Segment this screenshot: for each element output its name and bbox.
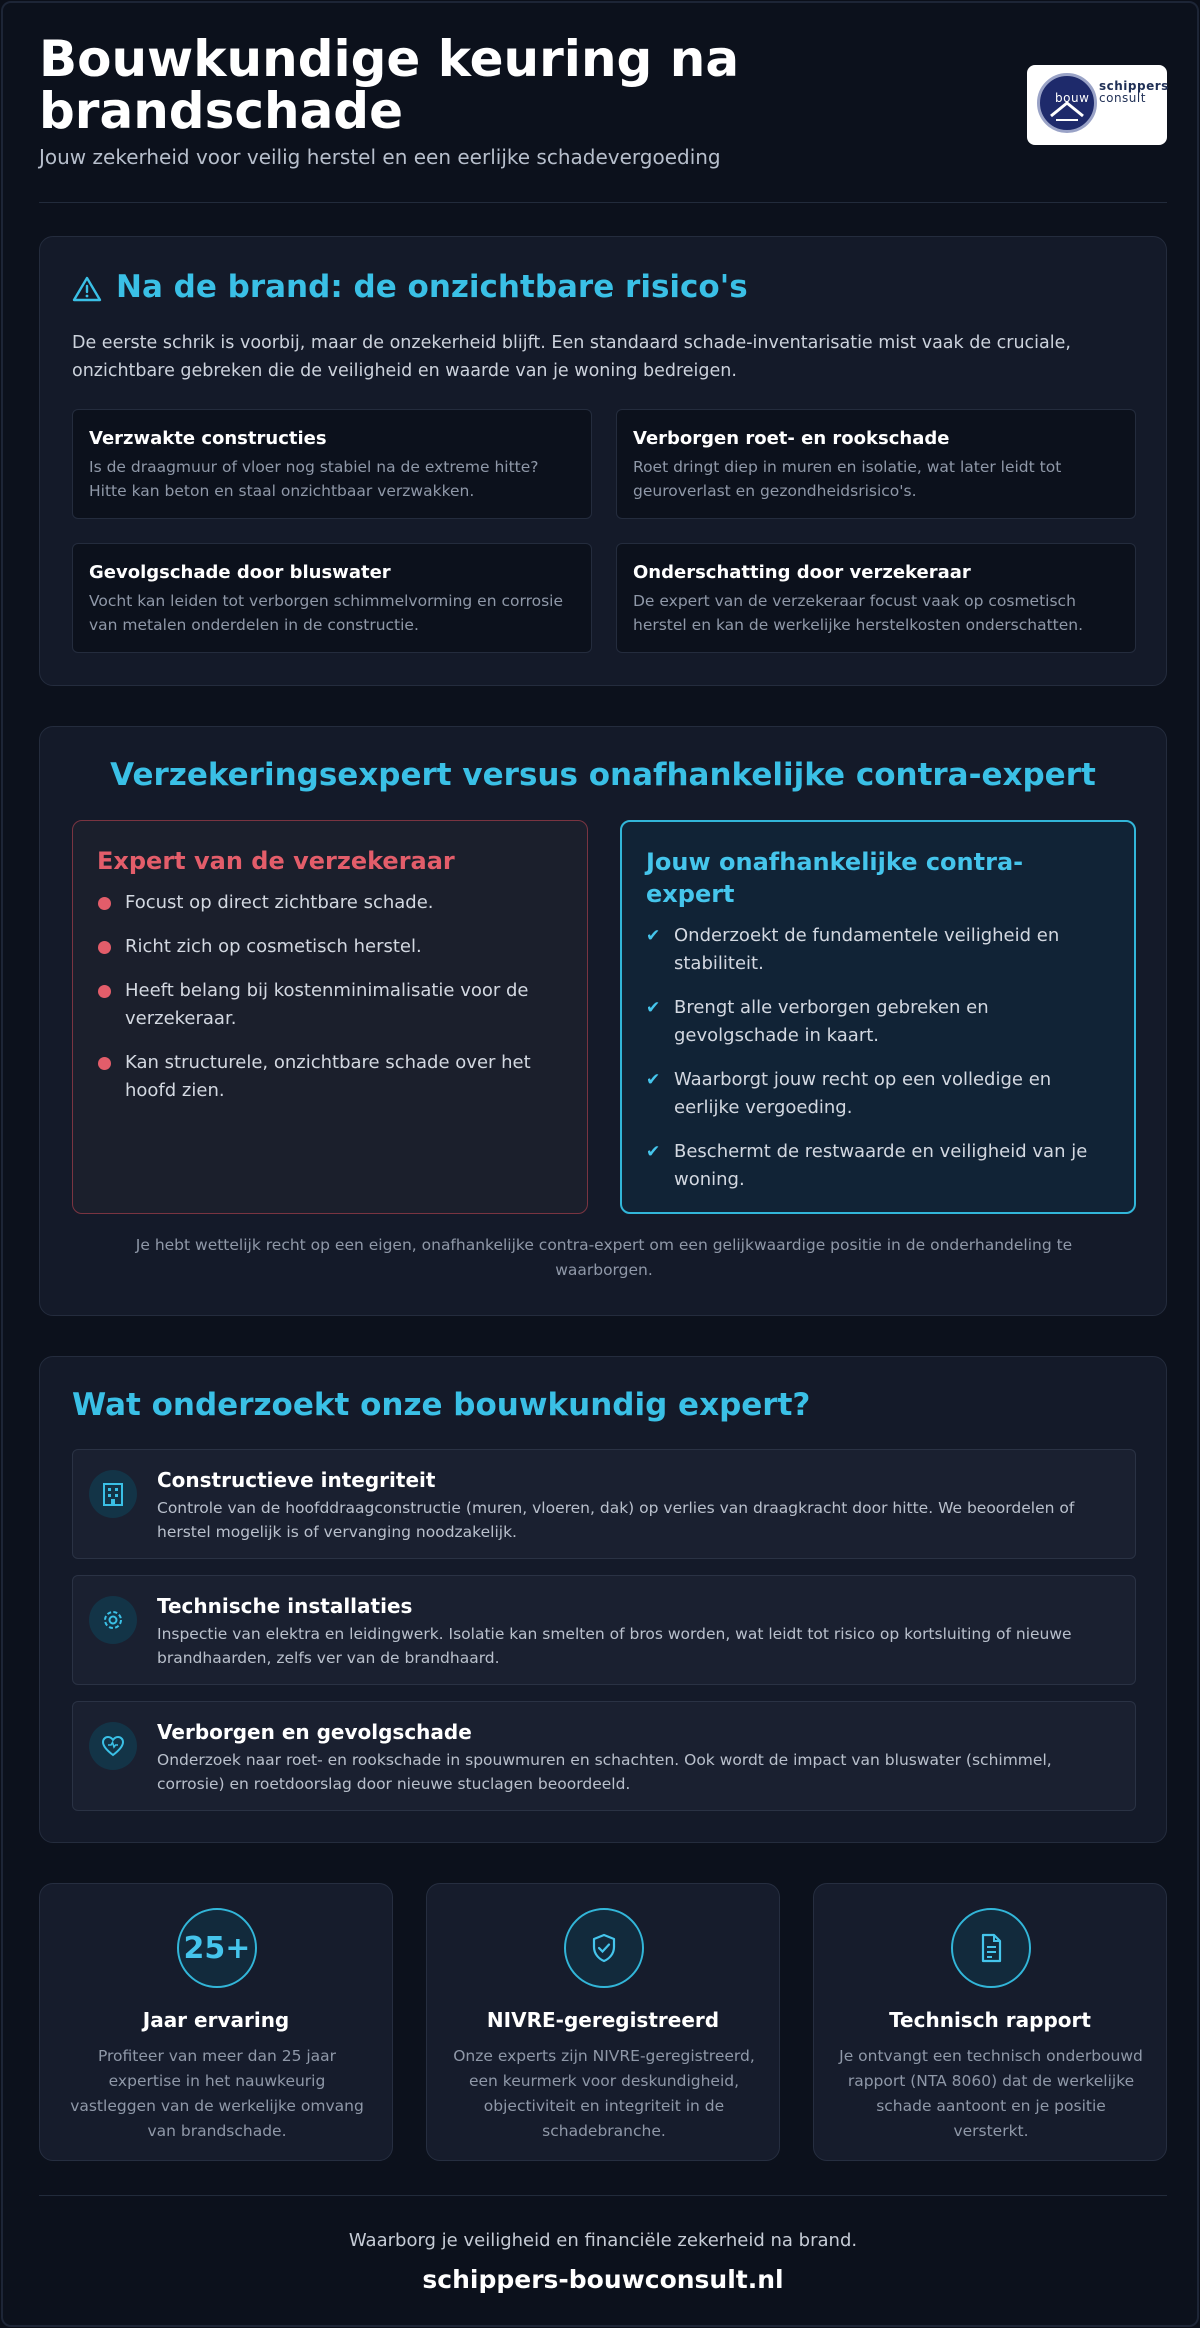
risks-title: Na de brand: de onzichtbare risico's — [116, 269, 748, 305]
research-item — [72, 1449, 1136, 1559]
stat-text: Je ontvangt een technisch onderbouwd rapport (NTA 8060) dat de werkelijke schade aantoont en je positie versterkt. — [839, 2047, 1143, 2140]
risk-title: Onderschatting door verzekeraar — [633, 562, 971, 583]
shield-check-icon — [564, 1908, 644, 1988]
document-icon — [951, 1908, 1031, 1988]
experience-badge — [177, 1908, 257, 1988]
experience-badge-value: 25+ — [183, 1930, 251, 1966]
research-item-text: Onderzoek naar roet- en rookschade in spouwmuren en schachten. Ook wordt de impact van bluswater (schimmel, corrosie) en roetdoorslag door nieuwe stuclagen beoordeeld. — [157, 1751, 1052, 1793]
risk-card — [616, 409, 1136, 519]
risks-intro: De eerste schrik is voorbij, maar de onzekerheid blijft. Een standaard schade-inventarisatie mist vaak de cruciale, onzichtbare gebreken die de veiligheid en waarde van je woning bedreigen. — [72, 333, 1071, 381]
research-item — [72, 1701, 1136, 1811]
risk-title: Gevolgschade door bluswater — [89, 562, 391, 583]
warning-icon — [72, 275, 102, 303]
page-content — [39, 3, 1169, 2294]
logo-text-schippers: schippers — [1099, 79, 1169, 93]
risk-text: Is de draagmuur of vloer nog stabiel na de extreme hitte? Hitte kan beton en staal onzichtbaar verzwakken. — [89, 458, 539, 500]
checkmark-icon: ✔ — [646, 998, 661, 1018]
risk-title: Verzwakte constructies — [89, 428, 327, 449]
risk-text: Roet dringt diep in muren en isolatie, wat later leidt tot geuroverlast en gezondheidsrisico's. — [633, 458, 1062, 500]
risk-card — [616, 543, 1136, 653]
contra-point — [646, 922, 1110, 978]
comparison-section — [39, 726, 1167, 1316]
stat-card-report — [813, 1883, 1167, 2161]
checkmark-icon: ✔ — [646, 926, 661, 946]
insurer-point: Kan structurele, onzichtbare schade over het hoofd zien. — [97, 1049, 563, 1105]
risk-card — [72, 543, 592, 653]
comparison-title: Verzekeringsexpert versus onafhankelijke contra-expert — [110, 757, 1096, 793]
insurer-expert-column — [72, 820, 588, 1214]
risk-card — [72, 409, 592, 519]
page-footer — [39, 2195, 1167, 2294]
stat-text: Profiteer van meer dan 25 jaar expertise in het nauwkeurig vastleggen van de werkelijke omvang van brandschade. — [70, 2047, 364, 2140]
gear-icon — [89, 1596, 137, 1644]
risk-text: De expert van de verzekeraar focust vaak op cosmetisch herstel en kan de werkelijke herstelkosten onderschatten. — [633, 592, 1084, 634]
stat-title: NIVRE-geregistreerd — [486, 2008, 720, 2032]
page-frame — [1, 1, 1199, 2327]
page-title: Bouwkundige keuring na brandschade — [39, 30, 740, 140]
insurer-point: Richt zich op cosmetisch herstel. — [97, 933, 563, 961]
contra-point — [646, 1138, 1110, 1194]
research-item-text: Inspectie van elektra en leidingwerk. Isolatie kan smelten of bros worden, wat leidt tot risico op kortsluiting of nieuwe brandhaarden, zelfs ver van de brandhaard. — [157, 1625, 1072, 1667]
insurer-point: Focust op direct zichtbare schade. — [97, 889, 563, 917]
comparison-note: Je hebt wettelijk recht op een eigen, onafhankelijke contra-expert om een gelijkwaardige positie in de onderhandeling te waarborgen. — [135, 1236, 1073, 1279]
research-item — [72, 1575, 1136, 1685]
contra-point — [646, 994, 1110, 1050]
research-item-title: Verborgen en gevolgschade — [157, 1720, 472, 1744]
footer-website: schippers-bouwconsult.nl — [422, 2265, 784, 2294]
contra-expert-title: Jouw onafhankelijke contra-expert — [646, 848, 1024, 908]
stat-text: Onze experts zijn NIVRE-geregistreerd, een keurmerk voor deskundigheid, objectiviteit en integriteit in de schadebranche. — [453, 2047, 755, 2140]
building-icon — [89, 1470, 137, 1518]
logo-text-consult: consult — [1099, 91, 1146, 105]
research-item-title: Constructieve integriteit — [157, 1468, 436, 1492]
contra-point-text: Onderzoekt de fundamentele veiligheid en stabiliteit. — [674, 925, 1060, 974]
contra-point-text: Waarborgt jouw recht op een volledige en eerlijke vergoeding. — [674, 1069, 1052, 1118]
risks-section — [39, 236, 1167, 686]
logo-text-bouw: bouw — [1055, 91, 1090, 105]
research-item-text: Controle van de hoofddraagconstructie (muren, vloeren, dak) op verlies van draagkracht door hitte. We beoordelen of herstel mogelijk is of vervanging noodzakelijk. — [157, 1499, 1075, 1541]
contra-point-text: Beschermt de restwaarde en veiligheid van je woning. — [674, 1141, 1088, 1190]
insurer-point: Heeft belang bij kostenminimalisatie voor de verzekeraar. — [97, 977, 563, 1033]
stat-title: Technisch rapport — [889, 2008, 1091, 2032]
research-item-title: Technische installaties — [157, 1594, 413, 1618]
research-section — [39, 1356, 1167, 1843]
footer-tagline: Waarborg je veiligheid en financiële zekerheid na brand. — [348, 2230, 858, 2251]
risk-title: Verborgen roet- en rookschade — [633, 428, 950, 449]
checkmark-icon: ✔ — [646, 1070, 661, 1090]
stat-card-experience — [39, 1883, 393, 2161]
stat-title: Jaar ervaring — [142, 2008, 290, 2032]
contra-point — [646, 1066, 1110, 1122]
heart-icon — [89, 1722, 137, 1770]
risk-text: Vocht kan leiden tot verborgen schimmelvorming en corrosie van metalen onderdelen in de constructie. — [89, 592, 563, 634]
insurer-expert-title: Expert van de verzekeraar — [97, 847, 455, 875]
research-title: Wat onderzoekt onze bouwkundig expert? — [72, 1387, 811, 1423]
checkmark-icon: ✔ — [646, 1142, 661, 1162]
page-subtitle: Jouw zekerheid voor veilig herstel en een eerlijke schadevergoeding — [39, 145, 721, 169]
page-header — [39, 3, 1167, 203]
stat-card-nivre — [426, 1883, 780, 2161]
contra-point-text: Brengt alle verborgen gebreken en gevolgschade in kaart. — [674, 997, 989, 1046]
contra-expert-column — [620, 820, 1136, 1214]
company-logo — [1027, 65, 1167, 145]
